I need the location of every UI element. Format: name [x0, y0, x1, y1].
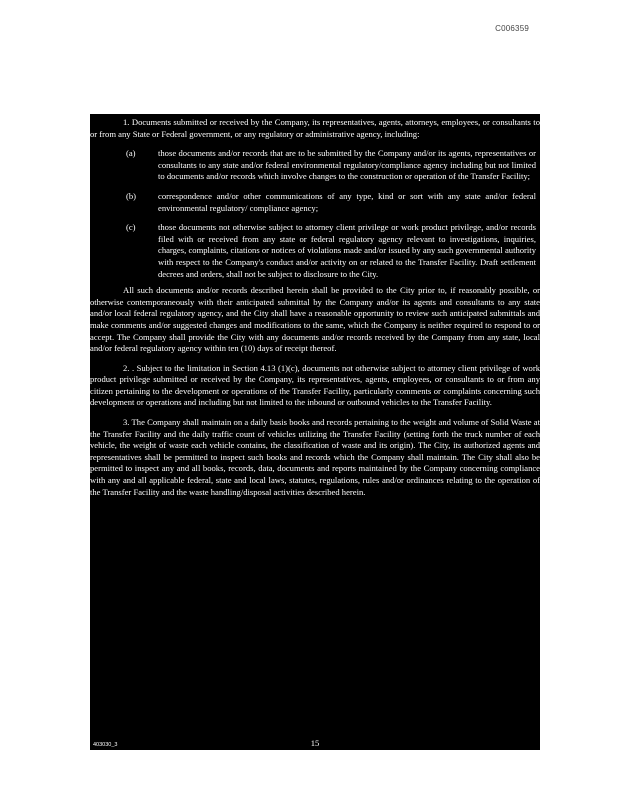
list-item-label: (a) — [126, 148, 136, 159]
bates-number: C006359 — [495, 24, 529, 33]
list-item-text: those documents not otherwise subject to attorney client privilege or work product privilege, and/or records filed with or received from any state or federal regulatory agency relevant to investigations, inquiries, charges, complaints, citations or notices of violations made and/or issued by any such governmental authority with respect to the Company's conduct and/or activity on or related to the Transfer Facility. Draft settlement decrees and orders, shall not be subject to disclosure to the City. — [158, 222, 536, 279]
list-item-label: (c) — [126, 222, 136, 233]
section-1-closing: All such documents and/or records described herein shall be provided to the City prior to, if reasonably possible, or otherwise contemporaneously with their anticipated submittal by the Company and/or its agents and consultants to any state and/or local federal regulatory agency, and the City shall have a reasonable opportunity to review such anticipated submittals and make comments and/or suggested changes and modifications to the same, which the Company is neither required to respond to or accept. The Company shall provide the City with any documents and/or records received by the Company from any state, local and/or federal regulatory agency within ten (10) days of receipt thereof. — [90, 285, 540, 354]
document-id: 403030_3 — [93, 742, 118, 748]
list-item-text: those documents and/or records that are to be submitted by the Company and/or its agents, representatives or consultants to any state and/or federal environmental regulatory/compliance agency including but not limited to documents and/or records which involve changes to the construction or operation of the Transfer Facility; — [158, 148, 536, 182]
document-body — [90, 117, 540, 498]
section-3-paragraph: 3. The Company shall maintain on a daily basis books and records pertaining to the weight and volume of Solid Waste at the Transfer Facility and the daily traffic count of vehicles utilizing the Transfer Facility (setting forth the truck number of each vehicle, the weight of waste each vehicle contains, the classification of waste and its origin). The City, its authorized agents and representatives shall be permitted to inspect such books and records which the Company shall maintain. The City shall also be permitted to inspect any and all books, records, data, documents and reports maintained by the Company concerning compliance with any and all applicable federal, state and local laws, statutes, regulations, rules and/or ordinances relating to the operation of the Transfer Facility and the waste handling/disposal activities described herein. — [90, 417, 540, 497]
list-item-a — [90, 148, 540, 183]
list-item-b — [90, 191, 540, 214]
section-2-paragraph: 2. . Subject to the limitation in Section 4.13 (1)(c), documents not otherwise subject to attorney client privilege of work product privilege submitted or received by the Company, its representatives, agents, employees, or consultants to or from any citizen pertaining to the development or operations of the Transfer Facility, particularly comments or complaints concerning such development or operations and including but not limited to the inbound or outbound vehicles to the Transfer Facility. — [90, 362, 540, 408]
redacted-document-block — [90, 114, 540, 750]
list-item-label: (b) — [126, 190, 137, 201]
section-1-intro: 1. Documents submitted or received by the Company, its representatives, agents, attorneys, employees, or consultants to or from any State or Federal government, or any regulatory or administrative agency, including: — [90, 117, 540, 139]
list-item-text: correspondence and/or other communications of any type, kind or sort with any state and/or federal environmental regulatory/ compliance agency; — [158, 190, 536, 213]
list-item-c — [90, 222, 540, 280]
page-number: 15 — [310, 738, 320, 748]
